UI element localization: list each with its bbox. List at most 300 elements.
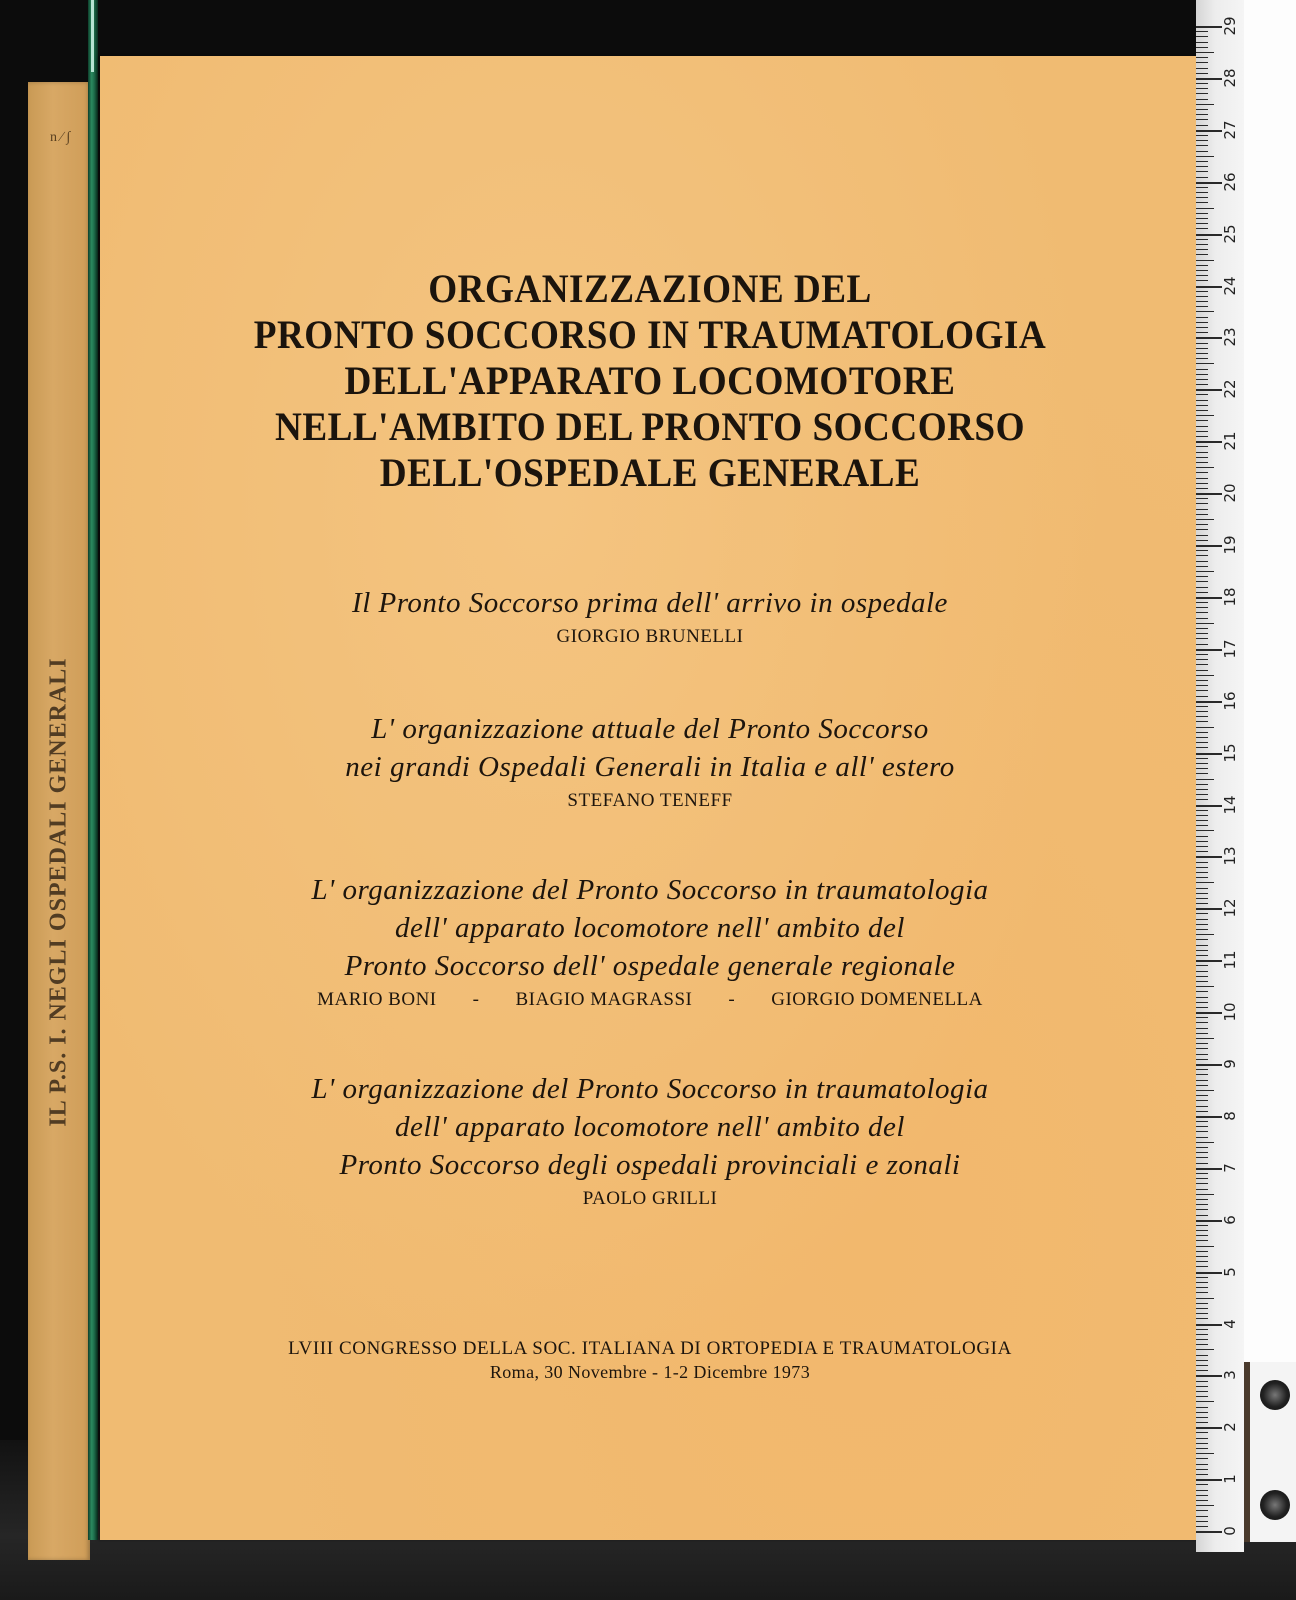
ruler-minor-tick	[1196, 1215, 1208, 1216]
ruler-minor-tick	[1196, 524, 1208, 525]
ruler-minor-tick	[1196, 1329, 1208, 1330]
ruler-minor-tick	[1196, 301, 1208, 302]
ruler-minor-tick	[1196, 260, 1214, 261]
ruler-minor-tick	[1196, 83, 1208, 84]
ruler-minor-tick	[1196, 36, 1208, 37]
ruler-minor-tick	[1196, 675, 1214, 676]
ruler-minor-tick	[1196, 867, 1208, 868]
ruler-minor-tick	[1196, 810, 1208, 811]
ruler-label: 1	[1221, 1474, 1239, 1484]
back-booklet	[28, 82, 90, 1560]
ruler-minor-tick	[1196, 1407, 1208, 1408]
ruler-minor-tick	[1196, 1344, 1208, 1345]
ruler-minor-tick	[1196, 488, 1208, 489]
ruler-minor-tick	[1196, 270, 1208, 271]
ruler-minor-tick	[1196, 607, 1208, 608]
ruler-label: 6	[1221, 1214, 1239, 1225]
ruler-minor-tick	[1196, 462, 1208, 463]
ruler-minor-tick	[1196, 976, 1208, 977]
ruler-minor-tick	[1196, 151, 1208, 152]
ruler-minor-tick	[1196, 1266, 1208, 1267]
ruler-minor-tick	[1196, 1505, 1214, 1506]
ruler-label: 7	[1221, 1163, 1239, 1173]
ruler-label: 15	[1221, 743, 1239, 763]
ruler-minor-tick	[1196, 322, 1208, 323]
ruler-minor-tick	[1196, 945, 1208, 946]
ruler-minor-tick	[1196, 1095, 1208, 1096]
ruler-minor-tick	[1196, 799, 1208, 800]
ruler-minor-tick	[1196, 244, 1208, 245]
ruler-minor-tick	[1196, 218, 1208, 219]
ruler-minor-tick	[1196, 1152, 1208, 1153]
ruler-minor-tick	[1196, 519, 1214, 520]
ruler-minor-tick	[1196, 638, 1208, 639]
ruler-minor-tick	[1196, 971, 1208, 972]
ruler-label: 5	[1221, 1266, 1239, 1277]
ruler-minor-tick	[1196, 1474, 1208, 1475]
ruler-minor-tick	[1196, 1443, 1208, 1444]
clamp-knob-icon	[1260, 1380, 1290, 1410]
ruler-minor-tick	[1196, 296, 1208, 297]
ruler-label: 0	[1221, 1526, 1239, 1536]
ruler-label: 11	[1221, 950, 1239, 970]
ruler-minor-tick	[1196, 1038, 1214, 1039]
section-author: PAOLO GRILLI	[582, 1188, 718, 1209]
spine-text: IL P.S. I. NEGLI OSPEDALI GENERALI	[45, 657, 72, 1127]
ruler-minor-tick	[1196, 114, 1208, 115]
ruler-minor-tick	[1196, 1386, 1208, 1387]
booklet-cover	[100, 56, 1200, 1540]
ruler-minor-tick	[1196, 405, 1208, 406]
ruler-minor-tick	[1196, 1054, 1208, 1055]
author-separator: -	[472, 989, 480, 1010]
ruler-minor-tick	[1196, 685, 1208, 686]
ruler-minor-tick	[1196, 223, 1208, 224]
ruler-minor-tick	[1196, 872, 1208, 873]
title-line: DELL'APPARATO LOCOMOTORE	[344, 358, 956, 403]
ruler-minor-tick	[1196, 436, 1208, 437]
ruler-minor-tick	[1196, 550, 1208, 551]
ruler-minor-tick	[1196, 379, 1208, 380]
ruler-label: 20	[1221, 483, 1239, 503]
ruler-minor-tick	[1196, 125, 1208, 126]
section-author: STEFANO TENEFF	[567, 790, 733, 811]
ruler-minor-tick	[1196, 332, 1208, 333]
ruler-minor-tick	[1196, 955, 1208, 956]
section-title-line: Pronto Soccorso degli ospedali provinciali e zonali	[339, 1149, 961, 1181]
ruler-minor-tick	[1196, 877, 1208, 878]
ruler-minor-tick	[1196, 1048, 1208, 1049]
ruler-minor-tick	[1196, 156, 1214, 157]
ruler-minor-tick	[1196, 1282, 1208, 1283]
ruler-minor-tick	[1196, 369, 1208, 370]
ruler-tick	[1196, 1012, 1222, 1014]
ruler-minor-tick	[1196, 882, 1214, 883]
ruler-minor-tick	[1196, 981, 1208, 982]
ruler-minor-tick	[1196, 265, 1208, 266]
ruler-minor-tick	[1196, 348, 1208, 349]
ruler-minor-tick	[1196, 841, 1208, 842]
ruler-minor-tick	[1196, 986, 1214, 987]
ruler-minor-tick	[1196, 1277, 1208, 1278]
ruler-label: 25	[1221, 224, 1239, 244]
ruler-minor-tick	[1196, 119, 1208, 120]
ruler-minor-tick	[1196, 732, 1208, 733]
ruler-minor-tick	[1196, 415, 1214, 416]
measuring-ruler	[1196, 0, 1244, 1552]
ruler-minor-tick	[1196, 1230, 1208, 1231]
ruler-label: 10	[1221, 1002, 1239, 1022]
ruler-minor-tick	[1196, 794, 1208, 795]
ruler-minor-tick	[1196, 1298, 1214, 1299]
author-separator: -	[728, 989, 736, 1010]
ruler-minor-tick	[1196, 997, 1208, 998]
ruler-minor-tick	[1196, 1007, 1208, 1008]
ruler-minor-tick	[1196, 628, 1208, 629]
ruler-minor-tick	[1196, 654, 1208, 655]
ruler-minor-tick	[1196, 540, 1208, 541]
ruler-minor-tick	[1196, 410, 1208, 411]
ruler-minor-tick	[1196, 446, 1208, 447]
ruler-minor-tick	[1196, 1401, 1214, 1402]
ruler-clamp	[1244, 1362, 1296, 1542]
title-line: PRONTO SOCCORSO IN TRAUMATOLOGIA	[253, 312, 1047, 357]
congress-footer	[100, 1338, 1200, 1383]
ruler-minor-tick	[1196, 903, 1208, 904]
ruler-tick	[1196, 234, 1222, 236]
ruler-label: 24	[1221, 275, 1239, 296]
section-title-line: L' organizzazione del Pronto Soccorso in traumatologia	[311, 1073, 989, 1105]
ruler-minor-tick	[1196, 452, 1208, 453]
ruler-tick	[1196, 1324, 1222, 1326]
ruler-label: 3	[1221, 1370, 1239, 1381]
ruler-minor-tick	[1196, 514, 1208, 515]
ruler-minor-tick	[1196, 1059, 1208, 1060]
ruler-minor-tick	[1196, 1412, 1208, 1413]
ruler-minor-tick	[1196, 1370, 1208, 1371]
ruler-tick	[1196, 78, 1222, 80]
title-line: NELL'AMBITO DEL PRONTO SOCCORSO	[275, 404, 1025, 449]
ruler-minor-tick	[1196, 1303, 1208, 1304]
ruler-minor-tick	[1196, 343, 1208, 344]
ruler-minor-tick	[1196, 62, 1208, 63]
ruler-minor-tick	[1196, 727, 1214, 728]
ruler-minor-tick	[1196, 571, 1214, 572]
ruler-minor-tick	[1196, 659, 1208, 660]
ruler-tick	[1196, 1220, 1222, 1222]
section-author: MARIO BONI	[317, 989, 437, 1010]
ruler-minor-tick	[1196, 208, 1214, 209]
ruler-minor-tick	[1196, 1147, 1208, 1148]
ruler-minor-tick	[1196, 68, 1208, 69]
ruler-minor-tick	[1196, 1106, 1208, 1107]
ruler-minor-tick	[1196, 1391, 1208, 1392]
ruler-minor-tick	[1196, 789, 1208, 790]
ruler-minor-tick	[1196, 1069, 1208, 1070]
section-authors	[100, 987, 1200, 1013]
ruler-minor-tick	[1196, 1173, 1208, 1174]
ruler-minor-tick	[1196, 1365, 1208, 1366]
section-author: GIORGIO BRUNELLI	[556, 626, 744, 647]
ruler-minor-tick	[1196, 934, 1214, 935]
ruler-label: 2	[1221, 1422, 1239, 1433]
ruler-tick	[1196, 960, 1222, 962]
ruler-tick	[1196, 182, 1222, 184]
ruler-minor-tick	[1196, 1495, 1208, 1496]
ruler-minor-tick	[1196, 618, 1208, 619]
ruler-minor-tick	[1196, 306, 1208, 307]
ruler-minor-tick	[1196, 249, 1208, 250]
section-title-line: nei grandi Ospedali Generali in Italia e all' estero	[345, 751, 955, 783]
ruler-minor-tick	[1196, 374, 1208, 375]
ruler-minor-tick	[1196, 1417, 1208, 1418]
ruler-minor-tick	[1196, 1521, 1208, 1522]
ruler-minor-tick	[1196, 509, 1208, 510]
ruler-minor-tick	[1196, 587, 1208, 588]
ruler-minor-tick	[1196, 47, 1208, 48]
ruler-minor-tick	[1196, 1240, 1208, 1241]
ruler-label: 19	[1221, 535, 1239, 555]
ruler-minor-tick	[1196, 1189, 1208, 1190]
ruler-minor-tick	[1196, 1292, 1208, 1293]
ruler-minor-tick	[1196, 1178, 1208, 1179]
ruler-label: 8	[1221, 1111, 1239, 1121]
congress-date: Roma, 30 Novembre - 1-2 Dicembre 1973	[489, 1362, 811, 1382]
ruler-minor-tick	[1196, 228, 1208, 229]
ruler-minor-tick	[1196, 1204, 1208, 1205]
ruler-minor-tick	[1196, 472, 1208, 473]
ruler-minor-tick	[1196, 742, 1208, 743]
ruler-tick	[1196, 805, 1222, 807]
ruler-tick	[1196, 597, 1222, 599]
ruler-minor-tick	[1196, 763, 1208, 764]
ruler-minor-tick	[1196, 1526, 1208, 1527]
ruler-minor-tick	[1196, 1199, 1208, 1200]
ruler-tick	[1196, 1064, 1222, 1066]
ruler-minor-tick	[1196, 1100, 1208, 1101]
ruler-minor-tick	[1196, 690, 1208, 691]
ruler-minor-tick	[1196, 457, 1208, 458]
ruler-minor-tick	[1196, 898, 1208, 899]
ruler-label: 14	[1221, 794, 1239, 815]
ruler-tick	[1196, 130, 1222, 132]
ruler-label: 23	[1221, 327, 1239, 347]
ruler-minor-tick	[1196, 311, 1214, 312]
section-1	[100, 584, 1200, 650]
section-title-line: L' organizzazione attuale del Pronto Soccorso	[371, 713, 929, 745]
ruler-minor-tick	[1196, 566, 1208, 567]
ruler-minor-tick	[1196, 1225, 1208, 1226]
ruler-minor-tick	[1196, 1464, 1208, 1465]
congress-name: LVIII CONGRESSO DELLA SOC. ITALIANA DI ORTOPEDIA E TRAUMATOLOGIA	[288, 1338, 1012, 1359]
ruler-minor-tick	[1196, 171, 1208, 172]
ruler-minor-tick	[1196, 623, 1214, 624]
ruler-minor-tick	[1196, 52, 1214, 53]
ruler-minor-tick	[1196, 1121, 1208, 1122]
ruler-minor-tick	[1196, 353, 1208, 354]
ruler-minor-tick	[1196, 327, 1208, 328]
ruler-minor-tick	[1196, 1349, 1214, 1350]
ruler-minor-tick	[1196, 1033, 1208, 1034]
ruler-minor-tick	[1196, 815, 1208, 816]
ruler-minor-tick	[1196, 581, 1208, 582]
ruler-minor-tick	[1196, 535, 1208, 536]
ruler-minor-tick	[1196, 1438, 1208, 1439]
section-title-line: L' organizzazione del Pronto Soccorso in traumatologia	[311, 874, 989, 906]
ruler-tick	[1196, 701, 1222, 703]
ruler-minor-tick	[1196, 716, 1208, 717]
section-3	[100, 871, 1200, 1013]
ruler-label: 13	[1221, 846, 1239, 866]
ruler-minor-tick	[1196, 1043, 1208, 1044]
ruler-tick	[1196, 286, 1222, 288]
ruler-tick	[1196, 856, 1222, 858]
glass-edge	[88, 0, 98, 1540]
ruler-minor-tick	[1196, 1308, 1208, 1309]
ruler-minor-tick	[1196, 104, 1214, 105]
ruler-minor-tick	[1196, 1235, 1208, 1236]
ruler-tick	[1196, 1116, 1222, 1118]
ruler-minor-tick	[1196, 1458, 1208, 1459]
ruler-minor-tick	[1196, 1360, 1208, 1361]
ruler-minor-tick	[1196, 400, 1208, 401]
ruler-minor-tick	[1196, 779, 1214, 780]
ruler-minor-tick	[1196, 57, 1208, 58]
ruler-minor-tick	[1196, 965, 1208, 966]
ruler-minor-tick	[1196, 1246, 1214, 1247]
ruler-minor-tick	[1196, 1313, 1208, 1314]
ruler-minor-tick	[1196, 633, 1208, 634]
ruler-minor-tick	[1196, 939, 1208, 940]
ruler-minor-tick	[1196, 31, 1208, 32]
ruler-minor-tick	[1196, 213, 1208, 214]
ruler-minor-tick	[1196, 197, 1208, 198]
ruler-tick	[1196, 545, 1222, 547]
ruler-minor-tick	[1196, 1126, 1208, 1127]
handwritten-mark: n ∕ ∫	[50, 130, 71, 145]
ruler-minor-tick	[1196, 846, 1208, 847]
ruler-minor-tick	[1196, 592, 1208, 593]
ruler-minor-tick	[1196, 1484, 1208, 1485]
ruler-label: 18	[1221, 587, 1239, 607]
ruler-minor-tick	[1196, 109, 1208, 110]
ruler-minor-tick	[1196, 758, 1208, 759]
ruler-tick	[1196, 1427, 1222, 1429]
ruler-label: 4	[1221, 1318, 1239, 1329]
ruler-minor-tick	[1196, 1261, 1208, 1262]
ruler-minor-tick	[1196, 1002, 1208, 1003]
ruler-minor-tick	[1196, 254, 1208, 255]
ruler-minor-tick	[1196, 1074, 1208, 1075]
ruler-minor-tick	[1196, 177, 1208, 178]
ruler-minor-tick	[1196, 1028, 1208, 1029]
spine-label	[28, 82, 90, 1560]
ruler-minor-tick	[1196, 140, 1208, 141]
ruler-minor-tick	[1196, 1256, 1208, 1257]
ruler-label: 12	[1221, 898, 1239, 918]
ruler-minor-tick	[1196, 1209, 1208, 1210]
title-line: ORGANIZZAZIONE DEL	[428, 266, 872, 311]
ruler-minor-tick	[1196, 88, 1208, 89]
ruler-tick	[1196, 1168, 1222, 1170]
ruler-minor-tick	[1196, 820, 1208, 821]
section-author: GIORGIO DOMENELLA	[771, 989, 983, 1010]
ruler-minor-tick	[1196, 145, 1208, 146]
ruler-minor-tick	[1196, 1448, 1208, 1449]
ruler-label: 16	[1221, 691, 1239, 711]
ruler-minor-tick	[1196, 467, 1214, 468]
ruler-minor-tick	[1196, 99, 1208, 100]
ruler-minor-tick	[1196, 1339, 1208, 1340]
section-title-line: dell' apparato locomotore nell' ambito del	[395, 1111, 905, 1143]
ruler-minor-tick	[1196, 737, 1208, 738]
ruler-minor-tick	[1196, 384, 1208, 385]
ruler-minor-tick	[1196, 929, 1208, 930]
ruler-minor-tick	[1196, 576, 1208, 577]
ruler-minor-tick	[1196, 1432, 1208, 1433]
document-title	[139, 266, 1162, 496]
ruler-minor-tick	[1196, 602, 1208, 603]
ruler-minor-tick	[1196, 1183, 1208, 1184]
ruler-minor-tick	[1196, 991, 1208, 992]
ruler-minor-tick	[1196, 1080, 1208, 1081]
ruler-label: 17	[1221, 639, 1239, 659]
section-author: BIAGIO MAGRASSI	[515, 989, 693, 1010]
ruler-minor-tick	[1196, 317, 1208, 318]
ruler-minor-tick	[1196, 888, 1208, 889]
section-title-line: dell' apparato locomotore nell' ambito del	[395, 912, 905, 944]
ruler-minor-tick	[1196, 93, 1208, 94]
ruler-minor-tick	[1196, 202, 1208, 203]
ruler-minor-tick	[1196, 358, 1208, 359]
ruler-minor-tick	[1196, 291, 1208, 292]
ruler-minor-tick	[1196, 478, 1208, 479]
ruler-minor-tick	[1196, 1318, 1208, 1319]
section-title-line: Pronto Soccorso dell' ospedale generale regionale	[344, 950, 956, 982]
section-4	[100, 1070, 1200, 1212]
ruler-minor-tick	[1196, 1334, 1208, 1335]
ruler-minor-tick	[1196, 1017, 1208, 1018]
ruler-minor-tick	[1196, 825, 1208, 826]
ruler-minor-tick	[1196, 1194, 1214, 1195]
ruler-minor-tick	[1196, 612, 1208, 613]
ruler-minor-tick	[1196, 363, 1214, 364]
ruler-minor-tick	[1196, 187, 1208, 188]
ruler-minor-tick	[1196, 680, 1208, 681]
ruler-label: 22	[1221, 379, 1239, 399]
ruler-tick	[1196, 753, 1222, 755]
ruler-minor-tick	[1196, 503, 1208, 504]
ruler-minor-tick	[1196, 1422, 1208, 1423]
ruler-minor-tick	[1196, 1142, 1214, 1143]
ruler-minor-tick	[1196, 913, 1208, 914]
ruler-minor-tick	[1196, 1157, 1208, 1158]
ruler-minor-tick	[1196, 1490, 1208, 1491]
ruler-minor-tick	[1196, 275, 1208, 276]
ruler-minor-tick	[1196, 42, 1208, 43]
ruler-tick	[1196, 337, 1222, 339]
ruler-tick	[1196, 1375, 1222, 1377]
ruler-minor-tick	[1196, 1510, 1208, 1511]
ruler-tick	[1196, 389, 1222, 391]
ruler-label: 27	[1221, 120, 1239, 140]
ruler-tick	[1196, 649, 1222, 651]
ruler-minor-tick	[1196, 529, 1208, 530]
ruler-minor-tick	[1196, 851, 1208, 852]
ruler-minor-tick	[1196, 192, 1208, 193]
ruler-minor-tick	[1196, 561, 1208, 562]
ruler-minor-tick	[1196, 706, 1208, 707]
